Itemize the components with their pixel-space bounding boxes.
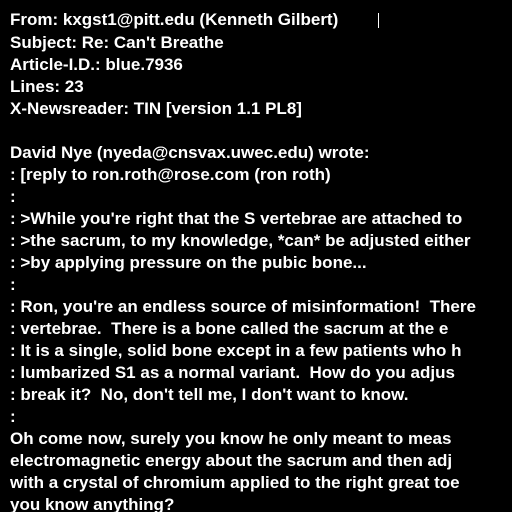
header-newsreader: X-Newsreader: TIN [version 1.1 PL8]	[10, 99, 302, 118]
body-line: : Ron, you're an endless source of misinformation! There	[10, 297, 476, 316]
body-line: you know anything?	[10, 495, 175, 512]
body-line: :	[10, 187, 16, 206]
body-line: : [reply to ron.roth@rose.com (ron roth)	[10, 165, 331, 184]
body-line: David Nye (nyeda@cnsvax.uwec.edu) wrote:	[10, 143, 370, 162]
body-line: : >While you're right that the S vertebrae are attached to	[10, 209, 463, 228]
body-line: : vertebrae. There is a bone called the sacrum at the e	[10, 319, 449, 338]
text-cursor	[378, 13, 379, 28]
body-line: electromagnetic energy about the sacrum and then adj	[10, 451, 453, 470]
body-line: :	[10, 275, 16, 294]
header-from: From: kxgst1@pitt.edu (Kenneth Gilbert)	[10, 10, 339, 29]
body-line: : >the sacrum, to my knowledge, *can* be adjusted either	[10, 231, 471, 250]
body-line: : It is a single, solid bone except in a few patients who h	[10, 341, 462, 360]
body-line: : break it? No, don't tell me, I don't want to know.	[10, 385, 409, 404]
body-line: : lumbarized S1 as a normal variant. How do you adjus	[10, 363, 455, 382]
body-line: : >by applying pressure on the pubic bone...	[10, 253, 367, 272]
body-line: with a crystal of chromium applied to the right great toe	[10, 473, 460, 492]
header-subject: Subject: Re: Can't Breathe	[10, 33, 224, 52]
body-line: :	[10, 407, 16, 426]
header-lines: Lines: 23	[10, 77, 84, 96]
header-article-id: Article-I.D.: blue.7936	[10, 55, 183, 74]
body-line: Oh come now, surely you know he only meant to meas	[10, 429, 452, 448]
